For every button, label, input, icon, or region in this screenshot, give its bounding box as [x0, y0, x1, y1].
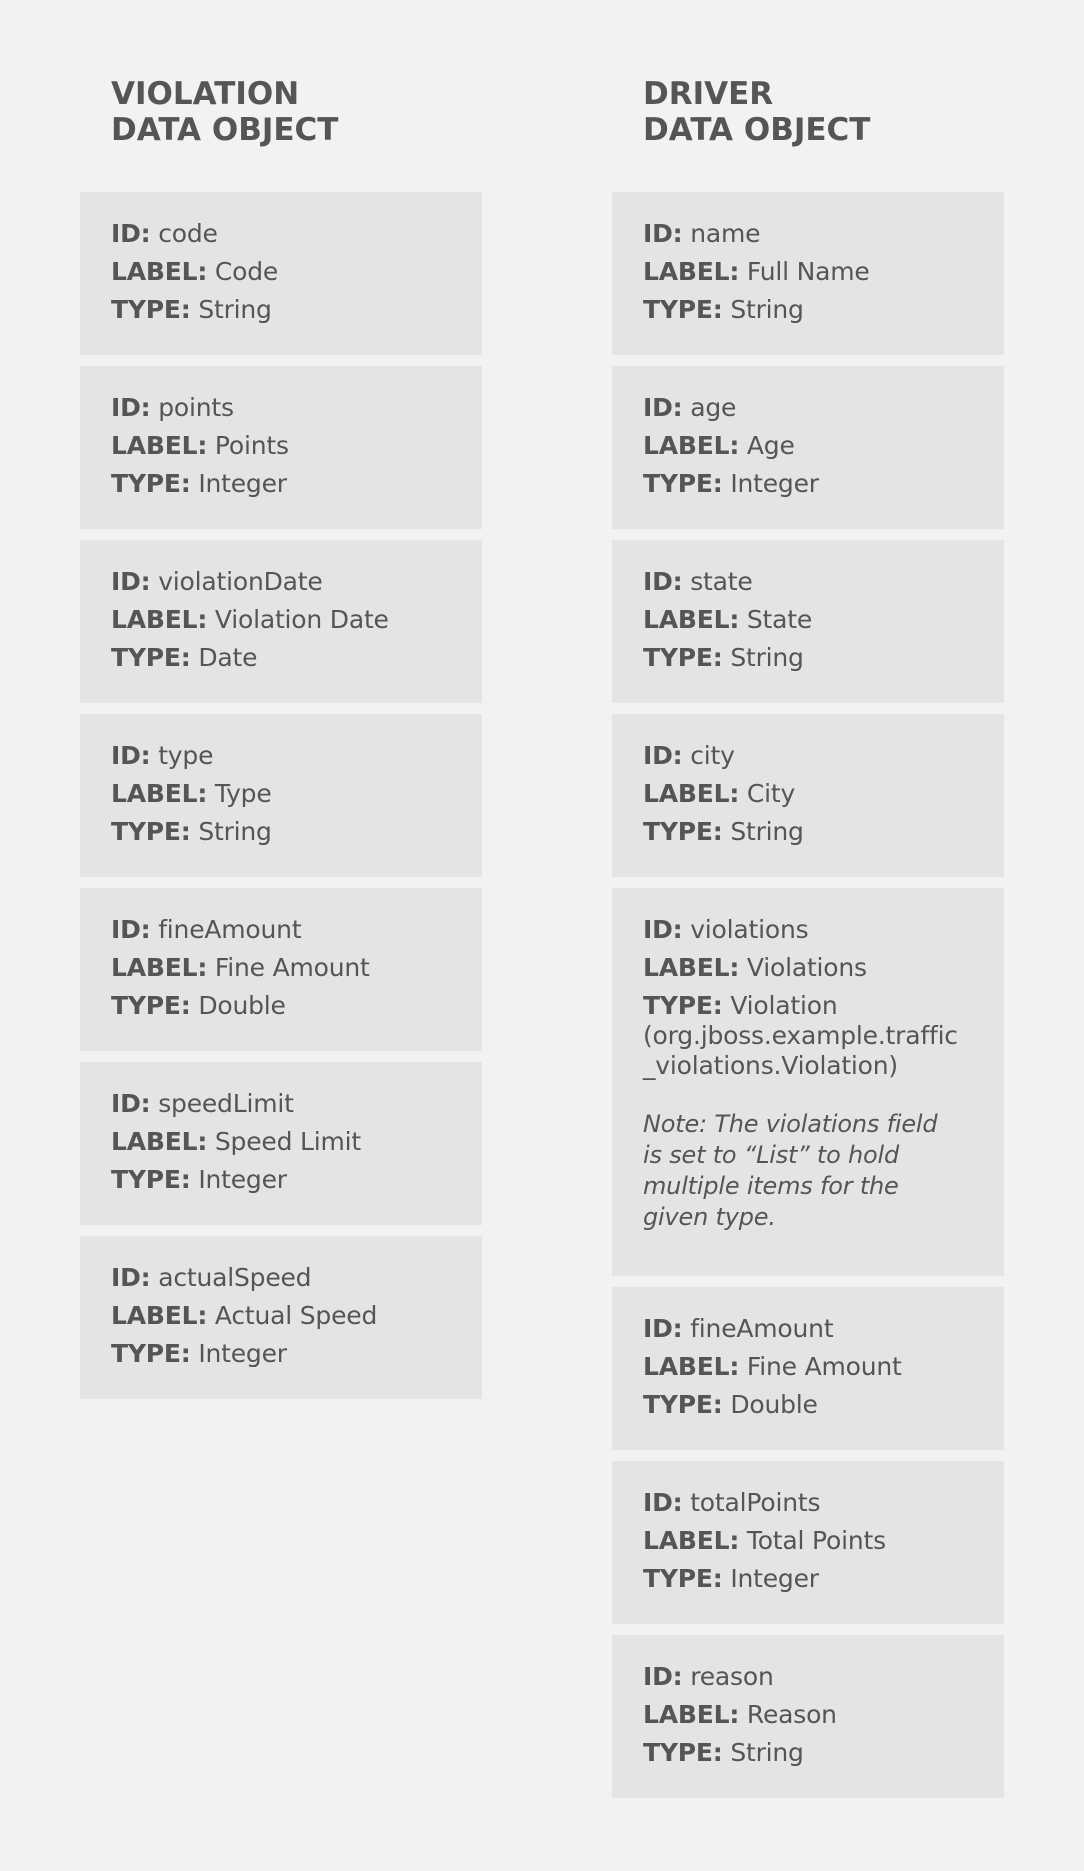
- field-card: [80, 1236, 482, 1399]
- field-type-row: [111, 987, 472, 1025]
- field-card: [80, 540, 482, 703]
- field-label-value: Code: [214, 257, 279, 286]
- field-type-row: [111, 465, 472, 503]
- field-id-value: age: [690, 393, 737, 422]
- field-id-value: fineAmount: [690, 1314, 834, 1343]
- field-label-key: LABEL:: [111, 431, 208, 460]
- field-label-value: State: [746, 605, 813, 634]
- field-label-key: LABEL:: [643, 431, 740, 460]
- field-id-row: [643, 1310, 994, 1348]
- field-card: [612, 714, 1004, 877]
- field-type-row: [111, 291, 472, 329]
- field-type-value: Date: [198, 643, 258, 672]
- field-type-row: [643, 1386, 994, 1424]
- field-type-key: TYPE:: [111, 469, 191, 498]
- field-id-row: [111, 737, 472, 775]
- field-label-row: [643, 1522, 994, 1560]
- field-type-value: String: [730, 817, 804, 846]
- field-id-key: ID:: [111, 567, 151, 596]
- field-label-row: [643, 253, 994, 291]
- field-type-value: Integer: [198, 1165, 287, 1194]
- field-id-value: violations: [690, 915, 809, 944]
- field-label-row: [643, 601, 994, 639]
- field-id-value: city: [690, 741, 735, 770]
- field-id-row: [111, 911, 472, 949]
- field-type-key: TYPE:: [643, 469, 723, 498]
- field-card: [612, 540, 1004, 703]
- field-id-key: ID:: [643, 915, 683, 944]
- field-label-value: Speed Limit: [214, 1127, 361, 1156]
- field-type-key: TYPE:: [643, 295, 723, 324]
- field-card: [612, 1635, 1004, 1798]
- field-type-row: [643, 1734, 994, 1772]
- field-label-key: LABEL:: [643, 1700, 740, 1729]
- field-id-row: [643, 911, 994, 949]
- field-label-row: [643, 1348, 994, 1386]
- field-type-row: [643, 465, 994, 503]
- field-card: [80, 192, 482, 355]
- field-note: Note: The violations field is set to “List” to hold multiple items for the given type.: [643, 1110, 938, 1231]
- field-type-key: TYPE:: [643, 1738, 723, 1767]
- field-id-row: [643, 737, 994, 775]
- field-id-row: [111, 563, 472, 601]
- field-type-value: Double: [198, 991, 286, 1020]
- field-id-row: [111, 1259, 472, 1297]
- field-label-row: [111, 427, 472, 465]
- field-label-row: [643, 775, 994, 813]
- field-type-value: Integer: [198, 1339, 287, 1368]
- field-label-key: LABEL:: [111, 953, 208, 982]
- field-label-key: LABEL:: [111, 257, 208, 286]
- field-label-value: Full Name: [746, 257, 870, 286]
- field-id-row: [643, 1658, 994, 1696]
- field-label-value: Total Points: [746, 1526, 886, 1555]
- field-id-value: violationDate: [158, 567, 323, 596]
- field-id-value: totalPoints: [690, 1488, 821, 1517]
- field-label-row: [111, 1297, 472, 1335]
- field-type-row: [111, 639, 472, 677]
- violation-title: VIOLATION DATA OBJECT: [111, 76, 339, 148]
- field-label-key: LABEL:: [643, 779, 740, 808]
- field-type-row: [643, 639, 994, 677]
- field-id-value: state: [690, 567, 753, 596]
- field-id-key: ID:: [643, 567, 683, 596]
- field-id-key: ID:: [111, 741, 151, 770]
- field-type-row: [111, 1161, 472, 1199]
- field-label-row: [111, 949, 472, 987]
- field-card: [612, 1287, 1004, 1450]
- field-type-key: TYPE:: [643, 1390, 723, 1419]
- field-type-key: TYPE:: [111, 295, 191, 324]
- field-label-value: Violations: [746, 953, 867, 982]
- field-type-key: TYPE:: [111, 643, 191, 672]
- driver-title: DRIVER DATA OBJECT: [643, 76, 871, 148]
- field-id-row: [643, 1484, 994, 1522]
- field-type-value: String: [198, 817, 272, 846]
- field-label-row: [111, 1123, 472, 1161]
- field-label-value: Points: [214, 431, 289, 460]
- field-type-row: [643, 813, 994, 851]
- field-type-value: Integer: [730, 469, 819, 498]
- field-id-value: type: [158, 741, 214, 770]
- field-type-value: Violation (org.jboss.example.traffic _violations.Violation): [643, 991, 958, 1080]
- field-label-row: [111, 601, 472, 639]
- field-id-key: ID:: [111, 219, 151, 248]
- field-type-value: Double: [730, 1390, 818, 1419]
- field-type-row: [643, 1560, 994, 1598]
- field-id-key: ID:: [643, 219, 683, 248]
- field-type-key: TYPE:: [643, 991, 723, 1020]
- field-id-key: ID:: [643, 1488, 683, 1517]
- field-label-value: Actual Speed: [214, 1301, 378, 1330]
- field-id-row: [643, 389, 994, 427]
- field-card: [612, 192, 1004, 355]
- field-id-value: fineAmount: [158, 915, 302, 944]
- field-card: [612, 888, 1004, 1276]
- field-id-key: ID:: [643, 1314, 683, 1343]
- field-type-row: [643, 291, 994, 329]
- field-label-key: LABEL:: [643, 1526, 740, 1555]
- field-card: [80, 366, 482, 529]
- field-label-row: [111, 775, 472, 813]
- field-id-value: reason: [690, 1662, 774, 1691]
- field-type-value: Integer: [730, 1564, 819, 1593]
- field-label-value: Type: [214, 779, 272, 808]
- field-card: [612, 366, 1004, 529]
- field-label-row: [111, 253, 472, 291]
- field-type-key: TYPE:: [111, 817, 191, 846]
- field-type-row: [643, 991, 994, 1081]
- field-id-key: ID:: [643, 741, 683, 770]
- field-type-value: Integer: [198, 469, 287, 498]
- field-label-key: LABEL:: [111, 779, 208, 808]
- field-label-value: Violation Date: [214, 605, 389, 634]
- field-type-value: String: [730, 1738, 804, 1767]
- field-label-value: Fine Amount: [214, 953, 370, 982]
- field-label-row: [643, 1696, 994, 1734]
- field-label-value: Age: [746, 431, 795, 460]
- field-label-key: LABEL:: [111, 1127, 208, 1156]
- driver-field-list: [612, 192, 1004, 1809]
- field-type-value: String: [730, 295, 804, 324]
- field-label-value: Fine Amount: [746, 1352, 902, 1381]
- field-id-row: [111, 389, 472, 427]
- field-label-key: LABEL:: [643, 1352, 740, 1381]
- field-type-key: TYPE:: [643, 817, 723, 846]
- field-id-row: [111, 1085, 472, 1123]
- field-type-value: String: [730, 643, 804, 672]
- field-type-row: [111, 813, 472, 851]
- violation-field-list: [80, 192, 482, 1410]
- field-type-key: TYPE:: [111, 1339, 191, 1368]
- field-id-key: ID:: [111, 393, 151, 422]
- field-card: [80, 1062, 482, 1225]
- field-type-key: TYPE:: [643, 643, 723, 672]
- field-id-value: actualSpeed: [158, 1263, 312, 1292]
- field-id-row: [643, 215, 994, 253]
- field-type-key: TYPE:: [643, 1564, 723, 1593]
- field-card: [612, 1461, 1004, 1624]
- field-id-value: speedLimit: [158, 1089, 294, 1118]
- field-type-value: String: [198, 295, 272, 324]
- field-id-row: [111, 215, 472, 253]
- field-id-row: [643, 563, 994, 601]
- field-label-value: Reason: [746, 1700, 837, 1729]
- field-card: [80, 888, 482, 1051]
- field-id-value: code: [158, 219, 218, 248]
- field-type-row: [111, 1335, 472, 1373]
- field-label-value: City: [746, 779, 796, 808]
- field-label-key: LABEL:: [111, 1301, 208, 1330]
- field-label-key: LABEL:: [111, 605, 208, 634]
- field-id-key: ID:: [643, 1662, 683, 1691]
- field-label-row: [643, 427, 994, 465]
- field-id-key: ID:: [111, 915, 151, 944]
- field-id-key: ID:: [111, 1263, 151, 1292]
- field-label-key: LABEL:: [643, 605, 740, 634]
- field-label-row: [643, 949, 994, 987]
- field-id-key: ID:: [643, 393, 683, 422]
- field-label-key: LABEL:: [643, 257, 740, 286]
- field-type-key: TYPE:: [111, 991, 191, 1020]
- field-id-value: name: [690, 219, 761, 248]
- field-type-key: TYPE:: [111, 1165, 191, 1194]
- field-card: [80, 714, 482, 877]
- field-id-key: ID:: [111, 1089, 151, 1118]
- field-label-key: LABEL:: [643, 953, 740, 982]
- field-id-value: points: [158, 393, 234, 422]
